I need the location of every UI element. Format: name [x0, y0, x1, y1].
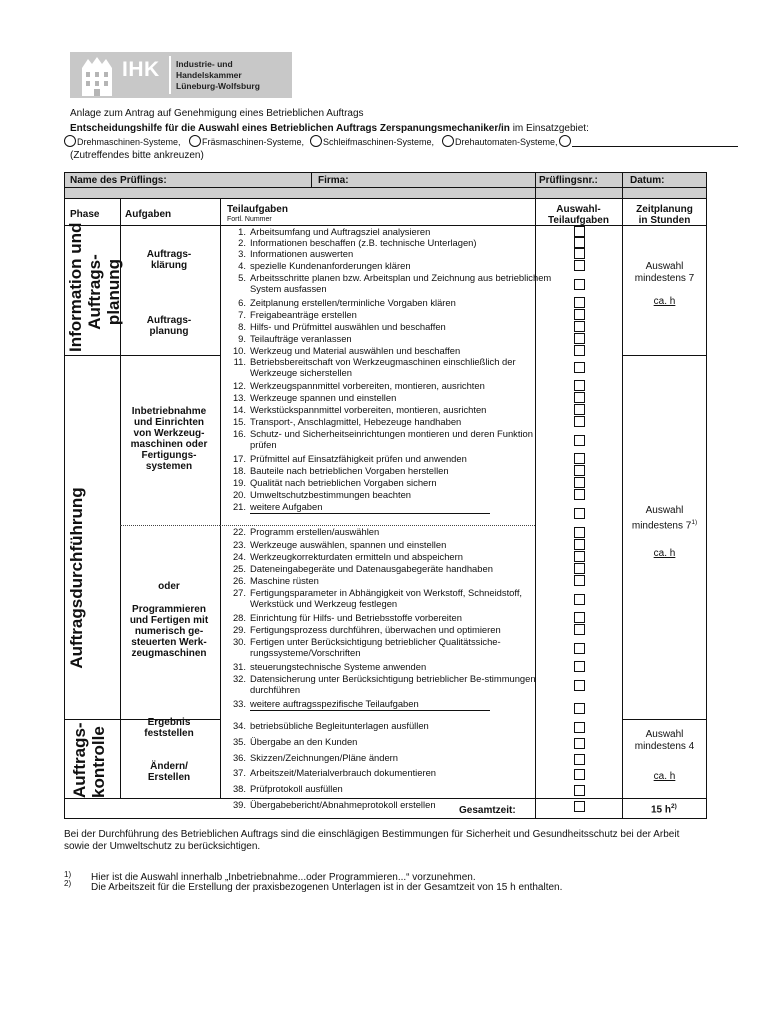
- group-line: Fertigungs-: [141, 450, 197, 461]
- task-number: 8.: [238, 321, 246, 332]
- task-text: Werkzeugkorrekturdaten ermitteln und abspeichern: [250, 551, 463, 562]
- phase-durchfuehrung: Auftragsdurchführung: [67, 487, 86, 669]
- task-checkbox[interactable]: [574, 785, 585, 796]
- task-number: 1.: [238, 226, 246, 237]
- time-note-2: [623, 505, 706, 560]
- option-drehautomaten[interactable]: [442, 135, 558, 147]
- radio-circle-icon[interactable]: [64, 135, 76, 147]
- task-number: 23.: [232, 539, 246, 550]
- footnote-1: Hier ist die Auswahl innerhalb „Inbetriebnahme...oder Programmieren...“ vorzunehmen.: [91, 872, 476, 883]
- note-line: [623, 517, 706, 532]
- task-number: 13.: [232, 392, 246, 403]
- task-checkbox[interactable]: [574, 309, 585, 320]
- time-input-1[interactable]: [623, 296, 706, 308]
- task-checkbox[interactable]: [574, 248, 585, 259]
- group-line: Auftrags-: [146, 249, 192, 260]
- time-note-3: [623, 729, 706, 783]
- group-programmieren: [120, 604, 218, 659]
- time-input-3[interactable]: [623, 771, 706, 783]
- task-checkbox[interactable]: [574, 465, 585, 476]
- task-text: Freigabeanträge erstellen: [250, 309, 357, 320]
- task-checkbox[interactable]: [574, 297, 585, 308]
- task-checkbox[interactable]: [574, 237, 585, 248]
- task-number: 33.: [232, 698, 246, 709]
- col-teilaufgaben: Teilaufgaben: [227, 204, 288, 215]
- task-text: Maschine rüsten: [250, 575, 319, 586]
- group-line: und Einrichten: [134, 417, 204, 428]
- task-number: 26.: [232, 575, 246, 586]
- fill-in-line[interactable]: [250, 513, 490, 514]
- logo-org-name: [176, 59, 292, 92]
- task-text: Informationen beschaffen (z.B. technische Unterlagen): [250, 237, 477, 248]
- gesamtzeit-label: Gesamtzeit:: [459, 805, 516, 816]
- task-number: 12.: [232, 380, 246, 391]
- task-text: weitere Aufgaben: [250, 501, 323, 512]
- task-checkbox[interactable]: [574, 575, 585, 586]
- name-label: Name des Prüflings:: [70, 175, 167, 186]
- task-number: 35.: [232, 736, 246, 747]
- task-number: 31.: [232, 661, 246, 672]
- footer-paragraph: Bei der Durchführung des Betrieblichen Auftrags sind die einschlägigen Bestimmungen für Sicherheit und Gesundheitsschutz bei der Arbeit sowie der Umweltschutz zu berücksichtigen.: [64, 829, 680, 852]
- task-number: 2.: [238, 237, 246, 248]
- task-text: Informationen auswerten: [250, 248, 354, 259]
- task-text: Fertigen unter Berücksichtigung betrieblicher Qualitätssiche-rungssysteme/Vorschriften: [250, 636, 501, 658]
- task-text: Hilfs- und Prüfmittel auswählen und beschaffen: [250, 321, 446, 332]
- datum-label: Datum:: [630, 175, 665, 186]
- task-checkbox[interactable]: [574, 392, 585, 403]
- fill-in-line[interactable]: [250, 710, 490, 711]
- time-divider: [622, 719, 706, 720]
- time-input-2[interactable]: [623, 548, 706, 560]
- task-text: Programm erstellen/auswählen: [250, 526, 380, 537]
- footnote-mark: 2): [671, 803, 677, 810]
- task-checkbox[interactable]: [574, 594, 585, 605]
- doc-title: [70, 123, 589, 135]
- group-line: Programmieren: [132, 604, 206, 615]
- task-number: 4.: [238, 260, 246, 271]
- task-checkbox[interactable]: [574, 539, 585, 550]
- task-checkbox[interactable]: [574, 703, 585, 714]
- option-label: Drehautomaten-Systeme,: [455, 137, 558, 147]
- option-schleifmaschinen[interactable]: [310, 135, 434, 147]
- time-note-1: [623, 261, 706, 308]
- ihk-logo: [70, 52, 292, 98]
- group-line: maschinen oder: [130, 439, 208, 450]
- group-line: Inbetriebnahme: [131, 406, 207, 417]
- group-aendern: [120, 761, 218, 783]
- col-zeit: [623, 204, 706, 226]
- task-number: 7.: [238, 309, 246, 320]
- time-divider: [622, 355, 706, 356]
- task-checkbox[interactable]: [574, 680, 585, 691]
- task-checkbox[interactable]: [574, 643, 585, 654]
- grid-vline: [622, 173, 623, 819]
- task-checkbox[interactable]: [574, 279, 585, 290]
- radio-circle-icon[interactable]: [559, 135, 571, 147]
- phase-kontrolle: [70, 722, 110, 798]
- task-number: 32.: [232, 673, 246, 684]
- note-text: mindestens 7: [631, 520, 692, 532]
- task-text: Werkzeug und Material auswählen und beschaffen: [250, 345, 461, 356]
- task-number: 39.: [232, 799, 246, 810]
- task-text: spezielle Kundenanforderungen klären: [250, 260, 411, 271]
- pruefnr-label: Prüflingsnr.:: [539, 175, 598, 186]
- task-number: 24.: [232, 551, 246, 562]
- task-number: 3.: [238, 248, 246, 259]
- doc-subtitle: Anlage zum Antrag auf Genehmigung eines Betrieblichen Auftrags: [70, 108, 364, 119]
- gesamtzeit-value: [651, 803, 677, 815]
- task-checkbox[interactable]: [574, 380, 585, 391]
- radio-circle-icon[interactable]: [310, 135, 322, 147]
- task-checkbox[interactable]: [574, 738, 585, 749]
- doc-title-bold: Entscheidungshilfe für die Auswahl eines Betrieblichen Auftrags Zerspanungsmechaniker/in: [70, 123, 510, 134]
- task-number: 22.: [232, 526, 246, 537]
- task-checkbox[interactable]: [574, 416, 585, 427]
- firma-label: Firma:: [318, 175, 349, 186]
- task-text: Werkzeugspannmittel vorbereiten, montieren, ausrichten: [250, 380, 485, 391]
- task-text: Datensicherung unter Berücksichtigung betrieblicher Be-stimmungen durchführen: [250, 673, 536, 695]
- task-number: 19.: [232, 477, 246, 488]
- task-checkbox[interactable]: [574, 345, 585, 356]
- group-oder: oder: [158, 581, 180, 592]
- note-line: Auswahl: [645, 729, 684, 740]
- group-line: planung: [149, 326, 189, 337]
- task-text: Schutz- und Sicherheitseinrichtungen montieren und deren Funktion prüfen: [250, 428, 533, 450]
- col-fortl: Fortl. Nummer: [227, 216, 272, 223]
- option-drehmaschinen[interactable]: [64, 135, 181, 147]
- task-text: Werkzeuge spannen und einstellen: [250, 392, 397, 403]
- col-aufgaben: Aufgaben: [125, 209, 172, 220]
- task-text: betriebsübliche Begleitunterlagen ausfüllen: [250, 720, 429, 731]
- task-checkbox[interactable]: [574, 754, 585, 765]
- group-auftragsklaerung: [120, 249, 218, 271]
- task-text: Werkzeuge auswählen, spannen und einstellen: [250, 539, 447, 550]
- group-line: steuerten Werk-: [131, 637, 207, 648]
- task-checkbox[interactable]: [574, 260, 585, 271]
- option-other[interactable]: [559, 135, 572, 147]
- task-number: 34.: [232, 720, 246, 731]
- task-number: 38.: [232, 783, 246, 794]
- task-number: 25.: [232, 563, 246, 574]
- note-line: Auswahl: [645, 261, 684, 272]
- task-text: Arbeitszeit/Materialverbrauch dokumentieren: [250, 767, 437, 778]
- col-zeit-1: Zeitplanung: [636, 204, 693, 215]
- task-table: [64, 172, 707, 819]
- task-checkbox[interactable]: [574, 226, 585, 237]
- task-checkbox[interactable]: [574, 612, 585, 623]
- task-text: Übergabe an den Kunden: [250, 736, 358, 747]
- task-number: 20.: [232, 489, 246, 500]
- task-number: 16.: [232, 428, 246, 439]
- task-text: Umweltschutzbestimmungen beachten: [250, 489, 412, 500]
- option-fraesmaschinen[interactable]: [189, 135, 304, 147]
- task-checkbox[interactable]: [574, 527, 585, 538]
- note-line: mindestens 7: [634, 273, 695, 284]
- building-icon: [78, 56, 116, 96]
- note-ca: ca. h: [653, 771, 676, 782]
- task-checkbox[interactable]: [574, 551, 585, 562]
- group-line: numerisch ge-: [134, 626, 204, 637]
- col-phase: Phase: [70, 209, 100, 220]
- col-zeit-2: in Stunden: [638, 215, 691, 226]
- group-inbetriebnahme: [120, 406, 218, 472]
- task-number: 27.: [232, 587, 246, 598]
- group-line: Ändern/: [150, 761, 188, 772]
- task-checkbox[interactable]: [574, 801, 585, 812]
- task-number: 36.: [232, 752, 246, 763]
- logo-separator: [169, 56, 171, 94]
- gesamtzeit-hours: 15 h: [651, 804, 672, 816]
- task-number: 5.: [238, 272, 246, 283]
- instruction-text: (Zutreffendes bitte ankreuzen): [70, 150, 204, 161]
- task-number: 6.: [238, 297, 246, 308]
- task-number: 11.: [233, 356, 246, 367]
- group-line: klärung: [150, 260, 188, 271]
- phase-kontrolle-l1: Auftrags-: [70, 722, 89, 798]
- group-line: Auftrags-: [146, 315, 192, 326]
- group-ergebnis: [120, 717, 218, 739]
- grid-vline: [535, 173, 536, 199]
- task-number: 37.: [232, 767, 246, 778]
- group-auftragsplanung: [120, 315, 218, 337]
- task-text: Transport-, Anschlagmittel, Hebezeuge handhaben: [250, 416, 462, 427]
- task-text: Arbeitsschritte planen bzw. Arbeitsplan und Zeichnung aus betrieblichem System ausfassen: [250, 272, 552, 294]
- task-checkbox[interactable]: [574, 435, 585, 446]
- task-text: Zeitplanung erstellen/terminliche Vorgaben klären: [250, 297, 456, 308]
- task-number: 9.: [238, 333, 246, 344]
- task-text: Übergabebericht/Abnahmeprotokoll erstellen: [250, 799, 436, 810]
- group-line: Erstellen: [147, 772, 191, 783]
- footnote-2-mark: 2): [64, 879, 72, 888]
- group-line: zeugmaschinen: [131, 648, 207, 659]
- task-checkbox[interactable]: [574, 661, 585, 672]
- option-label: Drehmaschinen-Systeme,: [77, 137, 181, 147]
- group-divider: [120, 525, 220, 526]
- org-line-1: Industrie- und Handelskammer: [176, 59, 242, 80]
- footnote-1-mark: 1): [64, 870, 72, 879]
- task-text: steuerungstechnische Systeme anwenden: [250, 661, 427, 672]
- phase-kontrolle-l2: kontrolle: [89, 726, 108, 798]
- phase-divider: [65, 719, 220, 720]
- other-system-line[interactable]: [572, 146, 738, 147]
- group-line: feststellen: [144, 728, 194, 739]
- col-auswahl-1: Auswahl-: [556, 204, 601, 215]
- system-options: [64, 135, 704, 149]
- task-checkbox[interactable]: [574, 722, 585, 733]
- option-label: Fräsmaschinen-Systeme,: [202, 137, 305, 147]
- task-checkbox[interactable]: [574, 563, 585, 574]
- col-auswahl-2: Teilaufgaben: [548, 215, 609, 226]
- task-number: 17.: [232, 453, 246, 464]
- task-text: Fertigungsprozess durchführen, überwachen und optimieren: [250, 624, 501, 635]
- phase-information-l2: Auftrags-: [85, 254, 104, 330]
- task-checkbox[interactable]: [574, 453, 585, 464]
- phase-information-l1: Information und: [66, 222, 85, 352]
- footnote-2: Die Arbeitszeit für die Erstellung der praxisbezogenen Unterlagen ist in der Gesamtzeit von 15 h enthalten.: [91, 882, 563, 893]
- task-text: Teilaufträge veranlassen: [250, 333, 352, 344]
- task-text: Einrichtung für Hilfs- und Betriebsstoffe vorbereiten: [250, 612, 462, 623]
- task-checkbox[interactable]: [574, 333, 585, 344]
- task-text: Prüfmittel auf Einsatzfähigkeit prüfen und anwenden: [250, 453, 467, 464]
- task-number: 10.: [232, 345, 246, 356]
- task-checkbox[interactable]: [574, 362, 585, 373]
- task-text: Werkstückspannmittel vorbereiten, montieren, ausrichten: [250, 404, 487, 415]
- grid-vline: [311, 173, 312, 188]
- task-text: Betriebsbereitschaft von Werkzeugmaschinen einschließlich der Werkzeuge sicherstellen: [250, 356, 516, 378]
- note-line: mindestens 4: [634, 741, 695, 752]
- task-text: Fertigungsparameter in Abhängigkeit von Werkstoff, Schneidstoff, Werkstück und Werkzeug festlegen: [250, 587, 523, 609]
- task-text: Bauteile nach betrieblichen Vorgaben herstellen: [250, 465, 449, 476]
- note-ca: ca. h: [653, 548, 676, 560]
- radio-circle-icon[interactable]: [189, 135, 201, 147]
- task-number: 29.: [232, 624, 246, 635]
- phase-divider: [65, 355, 220, 356]
- task-number: 15.: [232, 416, 246, 427]
- task-checkbox[interactable]: [574, 404, 585, 415]
- task-checkbox[interactable]: [574, 769, 585, 780]
- task-text: Skizzen/Zeichnungen/Pläne ändern: [250, 752, 399, 763]
- group-line: systemen: [145, 461, 193, 472]
- header-band-2: [65, 188, 706, 199]
- logo-ihk-text: IHK: [122, 58, 160, 81]
- task-text: Arbeitsumfang und Auftragsziel analysieren: [250, 226, 431, 237]
- group-line: von Werkzeug-: [133, 428, 205, 439]
- note-ca: ca. h: [653, 296, 676, 307]
- task-number: 18.: [232, 465, 246, 476]
- task-checkbox[interactable]: [574, 321, 585, 332]
- phase-information-l3: planung: [104, 258, 123, 326]
- task-checkbox[interactable]: [574, 624, 585, 635]
- grid-vline: [120, 199, 121, 798]
- option-label: Schleifmaschinen-Systeme,: [323, 137, 435, 147]
- task-checkbox[interactable]: [574, 477, 585, 488]
- task-text: Qualität nach betrieblichen Vorgaben sichern: [250, 477, 437, 488]
- note-line: Auswahl: [645, 505, 684, 516]
- task-text: Prüfprotokoll ausfüllen: [250, 783, 343, 794]
- doc-title-rest: im Einsatzgebiet:: [509, 123, 589, 134]
- group-line: und Fertigen mit: [129, 615, 209, 626]
- group-line: Ergebnis: [147, 717, 191, 728]
- task-text: Dateneingabegeräte und Datenausgabegeräte handhaben: [250, 563, 493, 574]
- radio-circle-icon[interactable]: [442, 135, 454, 147]
- phase-information: [66, 222, 124, 352]
- grid-vline: [220, 199, 221, 798]
- footnote-mark: 1): [691, 519, 698, 526]
- task-number: 30.: [232, 636, 246, 647]
- task-checkbox[interactable]: [574, 489, 585, 500]
- task-number: 28.: [232, 612, 246, 623]
- col-auswahl: [535, 204, 622, 226]
- org-line-2: Lüneburg-Wolfsburg: [176, 81, 260, 91]
- task-number: 14.: [232, 404, 246, 415]
- task-checkbox[interactable]: [574, 508, 585, 519]
- task-number: 21.: [232, 501, 246, 512]
- task-text: weitere auftragsspezifische Teilaufgaben: [250, 698, 419, 709]
